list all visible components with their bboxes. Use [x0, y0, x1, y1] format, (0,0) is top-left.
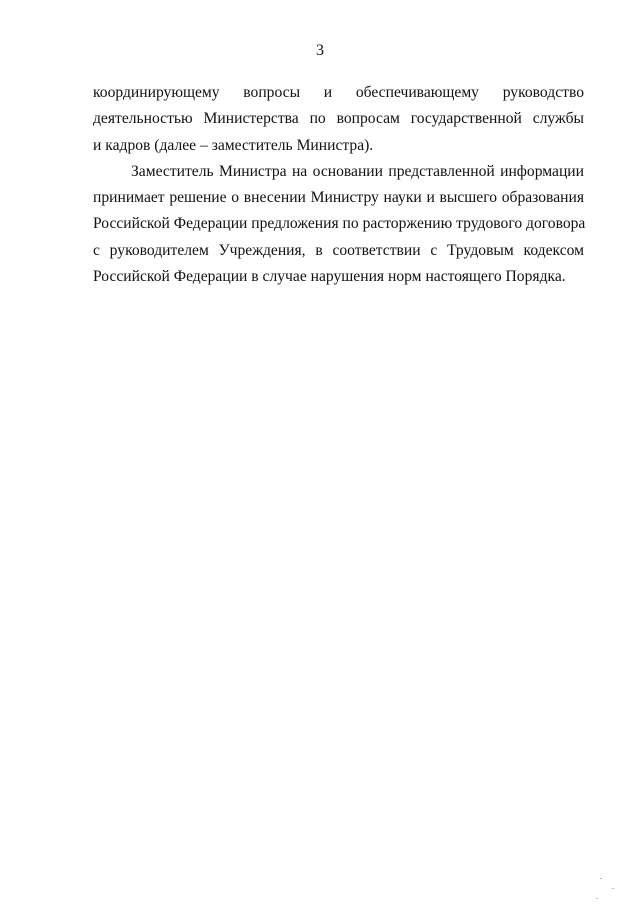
- scan-speck: [612, 888, 614, 889]
- document-body: [93, 80, 584, 290]
- paragraph-line: координирующему вопросы и обеспечивающему руководство: [93, 84, 584, 101]
- paragraph-line: с руководителем Учреждения, в соответствии с Трудовым кодексом: [93, 241, 584, 259]
- scan-speck: [596, 898, 598, 899]
- paragraph-2: [93, 159, 584, 290]
- paragraph-line: и кадров (далее – заместитель Министра).: [93, 136, 374, 154]
- paragraph-1: [93, 80, 584, 159]
- paragraph-line: принимает решение о внесении Министру науки и высшего образования: [93, 189, 584, 207]
- paragraph-line: Российской Федерации предложения по расторжению трудового договора: [93, 215, 586, 233]
- paragraph-line: Заместитель Министра на основании представленной информации: [131, 162, 584, 180]
- paragraph-line: Российской Федерации в случае нарушения норм настоящего Порядка.: [93, 268, 566, 286]
- paragraph-line: деятельностью Министерства по вопросам государственной службы: [93, 110, 584, 128]
- page-number: 3: [316, 42, 324, 59]
- scan-speck: [600, 878, 602, 879]
